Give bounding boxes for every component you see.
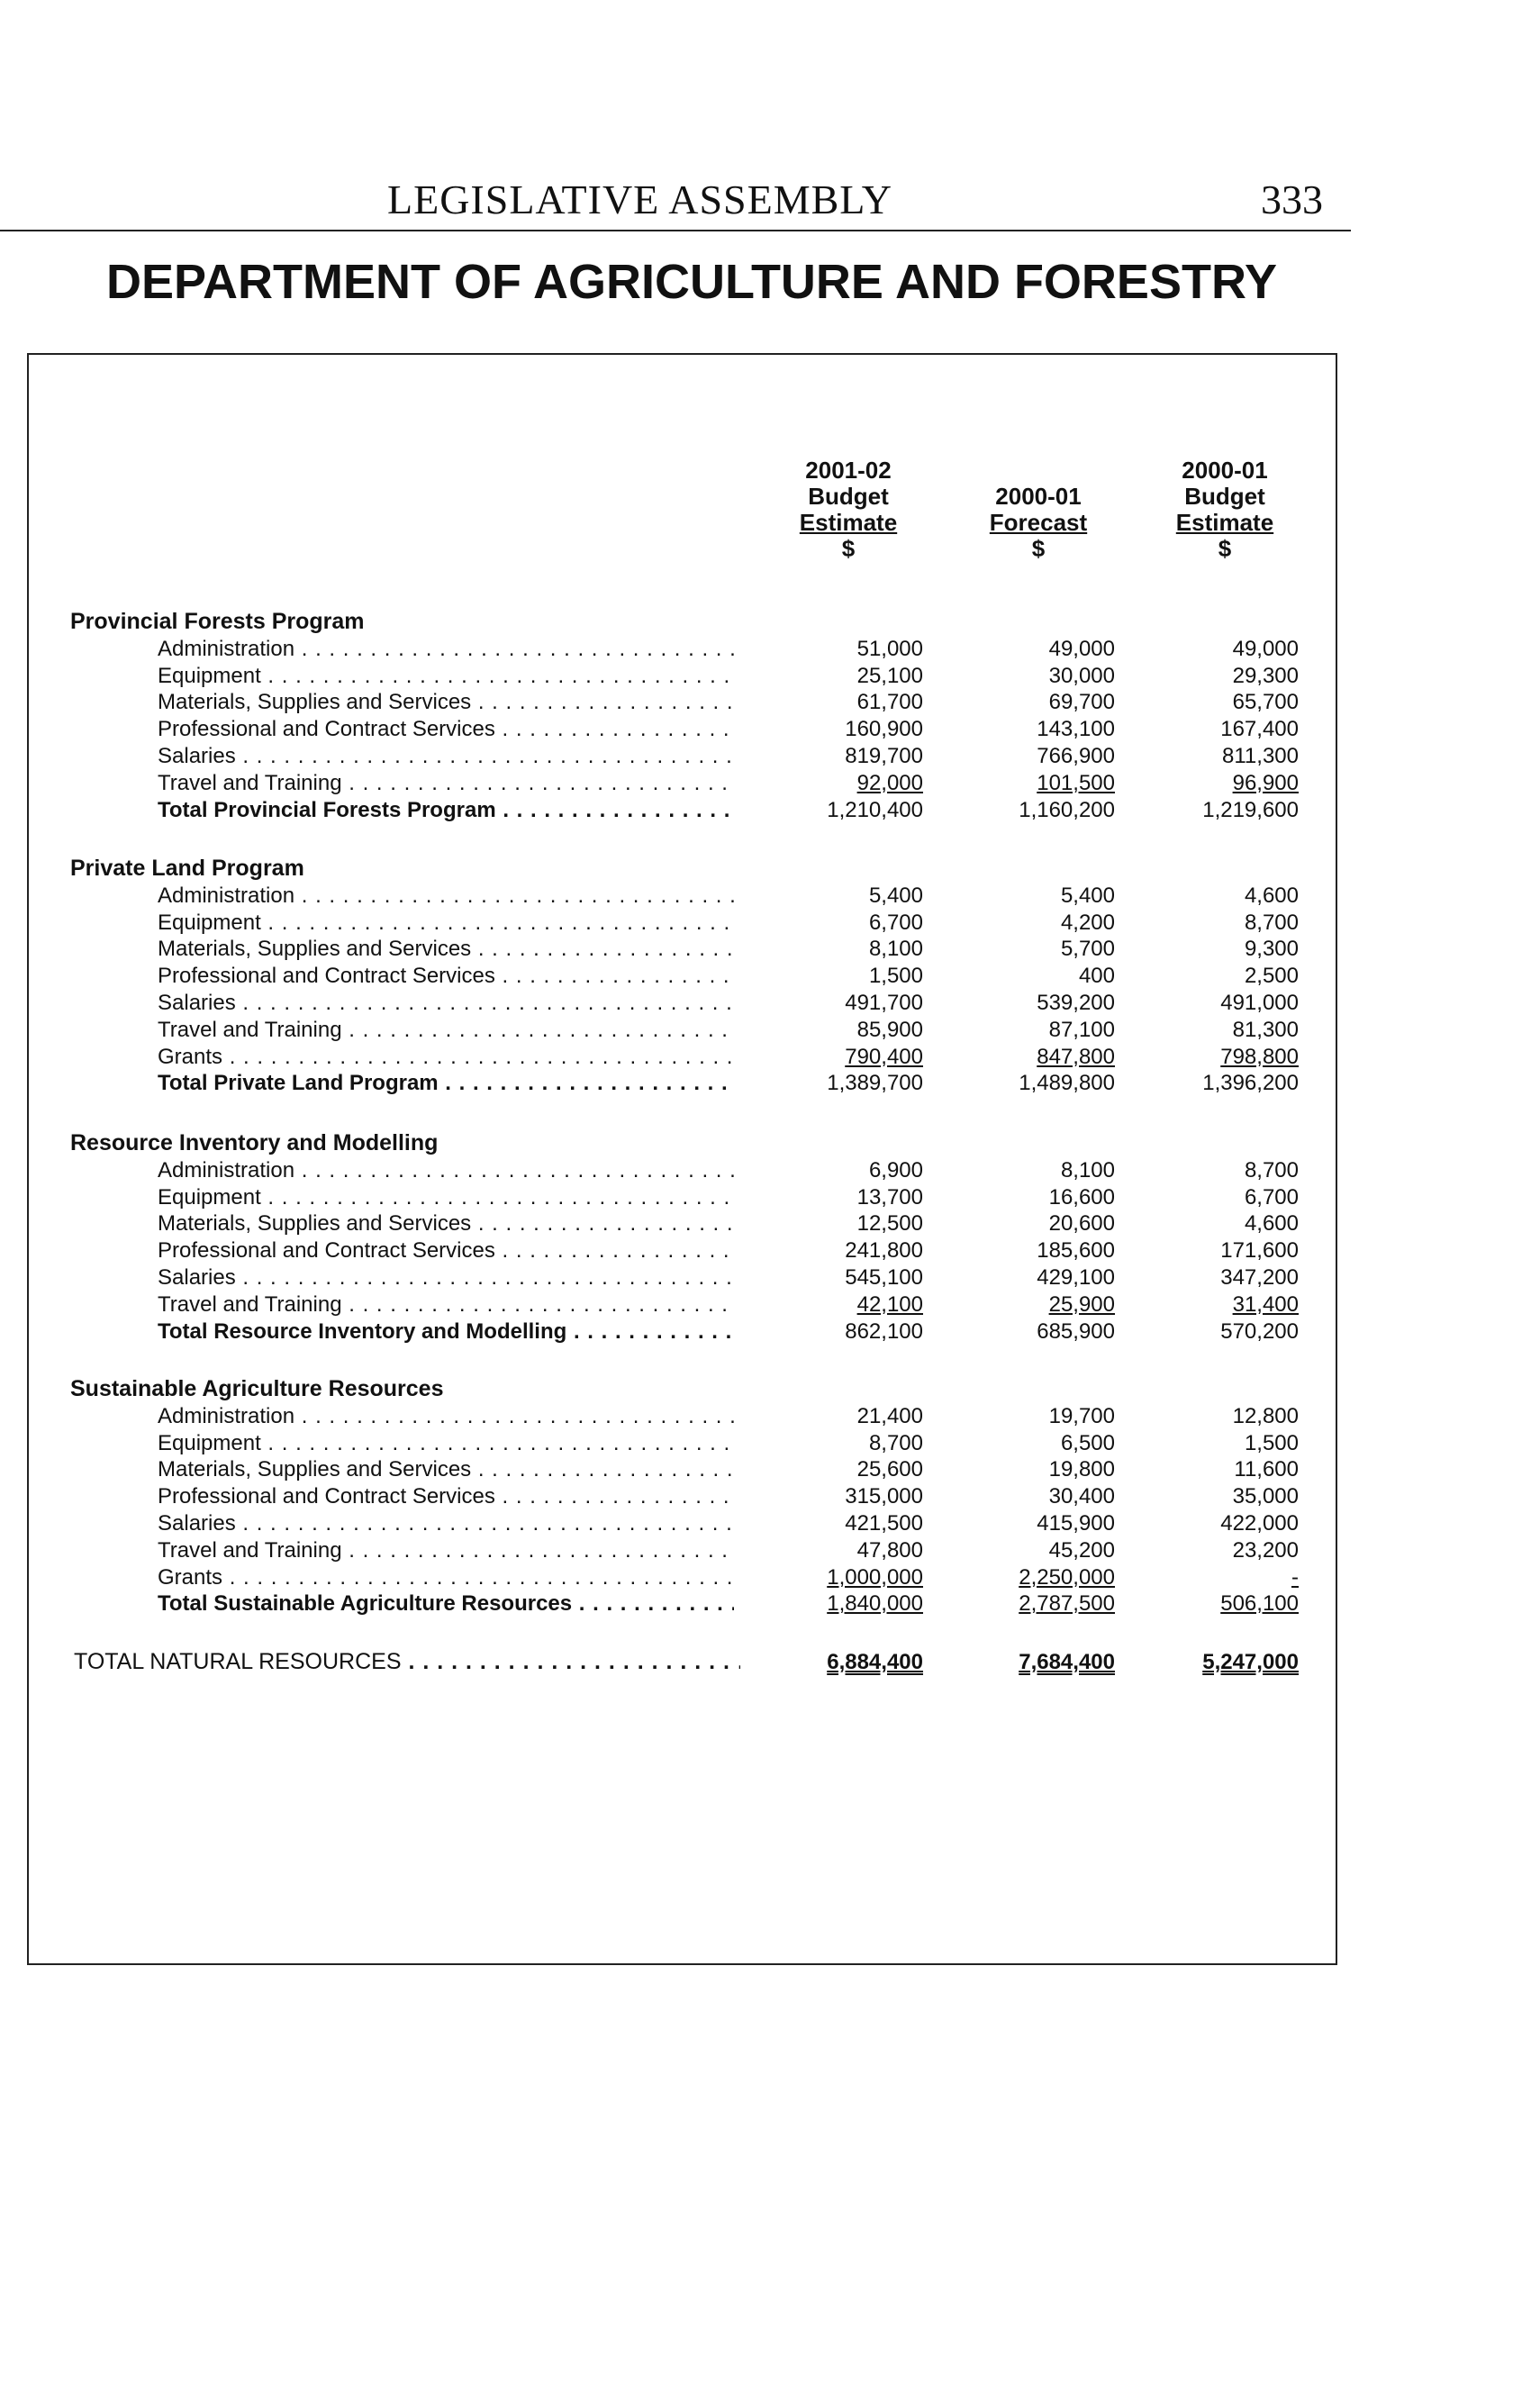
line-item-value: 9,300 xyxy=(1244,937,1299,962)
line-item-value: 6,700 xyxy=(1244,1184,1299,1210)
line-item-value: 798,800 xyxy=(1220,1044,1299,1069)
line-item-value: 422,000 xyxy=(1220,1511,1299,1536)
line-item-value: 8,100 xyxy=(1060,1157,1115,1182)
line-item-label: Equipment . . . xyxy=(158,1430,734,1456)
line-item-value: 69,700 xyxy=(1048,690,1115,715)
line-item-value: 2,500 xyxy=(1244,964,1299,989)
column-header-2000-01-budget: 2000-01 Budget Estimate $ xyxy=(1175,457,1274,562)
line-item-value: 12,800 xyxy=(1232,1403,1299,1428)
section-total-value: 2,787,500 xyxy=(1019,1591,1115,1617)
line-item-value: 35,000 xyxy=(1232,1484,1299,1509)
section-total-value: 1,396,200 xyxy=(1202,1071,1299,1096)
line-item-value: 47,800 xyxy=(856,1537,923,1563)
line-item-value: 19,800 xyxy=(1048,1457,1115,1482)
line-item-label: Administration . . . xyxy=(158,1403,734,1429)
line-item-label: Administration . . . xyxy=(158,1157,734,1183)
section-total-value: 506,100 xyxy=(1220,1591,1299,1617)
line-item-value: 21,400 xyxy=(856,1403,923,1428)
line-item-label: Salaries . . . xyxy=(158,990,734,1016)
line-item-value: 49,000 xyxy=(1048,636,1115,661)
line-item-value: 539,200 xyxy=(1037,991,1115,1015)
line-item-label: Professional and Contract Services . . . xyxy=(158,716,734,742)
line-item-value: 400 xyxy=(1078,964,1115,989)
line-item-value: 4,200 xyxy=(1060,910,1115,935)
line-item-value: 429,100 xyxy=(1037,1265,1115,1290)
line-item-value: 25,600 xyxy=(856,1457,923,1482)
section-total-label: Total Resource Inventory and Modelling . . . xyxy=(158,1318,734,1345)
line-item-label: Materials, Supplies and Services . . . xyxy=(158,1210,734,1237)
line-item-value: 61,700 xyxy=(856,690,923,715)
section-total-value: 1,389,700 xyxy=(827,1071,923,1096)
line-item-value: 25,900 xyxy=(1048,1291,1115,1317)
line-item-label: Salaries . . . xyxy=(158,1264,734,1291)
line-item-value: 85,900 xyxy=(856,1017,923,1042)
section-total-value: 1,160,200 xyxy=(1019,797,1115,822)
line-item-value: 20,600 xyxy=(1048,1211,1115,1237)
line-item-value: 421,500 xyxy=(845,1511,923,1536)
line-item-value: 5,700 xyxy=(1060,937,1115,962)
line-item-value: 81,300 xyxy=(1232,1017,1299,1042)
section-total-value: 1,210,400 xyxy=(827,797,923,822)
page-number: 333 xyxy=(1261,177,1323,222)
section-title: Private Land Program xyxy=(70,856,304,881)
line-item-value: 4,600 xyxy=(1244,883,1299,908)
line-item-label: Grants . . . xyxy=(158,1564,734,1590)
line-item-value: 49,000 xyxy=(1232,636,1299,661)
line-item-value: 241,800 xyxy=(845,1238,923,1264)
line-item-value: 87,100 xyxy=(1048,1017,1115,1042)
line-item-label: Grants . . . xyxy=(158,1044,734,1070)
line-item-value: 185,600 xyxy=(1037,1238,1115,1264)
line-item-value: 13,700 xyxy=(856,1184,923,1210)
line-item-value: 171,600 xyxy=(1220,1238,1299,1264)
line-item-value: 766,900 xyxy=(1037,744,1115,768)
line-item-value: 491,000 xyxy=(1220,991,1299,1015)
line-item-label: Professional and Contract Services . . . xyxy=(158,1483,734,1509)
section-total-value: 1,840,000 xyxy=(827,1591,923,1617)
page-header xyxy=(0,176,1351,231)
line-item-value: 847,800 xyxy=(1037,1044,1115,1069)
line-item-value: 5,400 xyxy=(868,883,923,908)
line-item-value: 347,200 xyxy=(1220,1265,1299,1290)
line-item-value: 25,100 xyxy=(856,663,923,688)
line-item-value: 51,000 xyxy=(856,636,923,661)
line-item-value: 16,600 xyxy=(1048,1184,1115,1210)
column-header-2001-02-budget: 2001-02 Budget Estimate $ xyxy=(799,457,898,562)
line-item-value: 12,500 xyxy=(856,1211,923,1237)
assembly-title: LEGISLATIVE ASSEMBLY xyxy=(387,177,893,222)
line-item-label: Professional and Contract Services . . . xyxy=(158,963,734,989)
line-item-value: 30,000 xyxy=(1048,663,1115,688)
line-item-value: - xyxy=(1291,1564,1299,1590)
line-item-value: 415,900 xyxy=(1037,1511,1115,1536)
section-total-value: 685,900 xyxy=(1037,1318,1115,1344)
line-item-label: Salaries . . . xyxy=(158,743,734,769)
line-item-value: 8,700 xyxy=(868,1430,923,1455)
column-header-2000-01-forecast: 2000-01 Forecast $ xyxy=(989,483,1088,562)
grand-total-value: 5,247,000 xyxy=(1202,1650,1299,1674)
line-item-label: Travel and Training . . . xyxy=(158,770,734,796)
section-title: Provincial Forests Program xyxy=(70,609,365,634)
section-total-value: 862,100 xyxy=(845,1318,923,1344)
line-item-label: Materials, Supplies and Services . . . xyxy=(158,1456,734,1482)
line-item-value: 1,000,000 xyxy=(827,1564,923,1590)
section-total-value: 1,219,600 xyxy=(1202,797,1299,822)
line-item-value: 92,000 xyxy=(856,770,923,795)
line-item-value: 23,200 xyxy=(1232,1537,1299,1563)
line-item-value: 6,500 xyxy=(1060,1430,1115,1455)
section-total-value: 570,200 xyxy=(1220,1318,1299,1344)
line-item-value: 315,000 xyxy=(845,1484,923,1509)
line-item-label: Travel and Training . . . xyxy=(158,1291,734,1318)
line-item-label: Materials, Supplies and Services . . . xyxy=(158,936,734,962)
line-item-value: 8,100 xyxy=(868,937,923,962)
line-item-value: 42,100 xyxy=(856,1291,923,1317)
line-item-value: 65,700 xyxy=(1232,690,1299,715)
section-total-label: Total Provincial Forests Program . . . xyxy=(158,797,734,823)
line-item-value: 31,400 xyxy=(1232,1291,1299,1317)
line-item-value: 8,700 xyxy=(1244,910,1299,935)
line-item-value: 819,700 xyxy=(845,744,923,768)
line-item-value: 45,200 xyxy=(1048,1537,1115,1563)
line-item-value: 1,500 xyxy=(1244,1430,1299,1455)
line-item-value: 96,900 xyxy=(1232,770,1299,795)
line-item-value: 6,900 xyxy=(868,1157,923,1182)
grand-total-value: 6,884,400 xyxy=(827,1650,923,1674)
section-total-label: Total Private Land Program . . . xyxy=(158,1070,734,1096)
line-item-value: 790,400 xyxy=(845,1044,923,1069)
line-item-value: 6,700 xyxy=(868,910,923,935)
section-total-label: Total Sustainable Agriculture Resources . . . xyxy=(158,1590,734,1617)
line-item-value: 2,250,000 xyxy=(1019,1564,1115,1590)
line-item-label: Professional and Contract Services . . . xyxy=(158,1237,734,1264)
line-item-label: Equipment . . . xyxy=(158,910,734,936)
line-item-label: Administration . . . xyxy=(158,636,734,662)
line-item-value: 491,700 xyxy=(845,991,923,1015)
section-title: Sustainable Agriculture Resources xyxy=(70,1376,444,1401)
grand-total-label: TOTAL NATURAL RESOURCES . . . xyxy=(74,1649,740,1675)
section-title: Resource Inventory and Modelling xyxy=(70,1130,439,1155)
line-item-value: 143,100 xyxy=(1037,717,1115,742)
line-item-value: 30,400 xyxy=(1048,1484,1115,1509)
line-item-value: 5,400 xyxy=(1060,883,1115,908)
line-item-value: 545,100 xyxy=(845,1265,923,1290)
section-total-value: 1,489,800 xyxy=(1019,1071,1115,1096)
line-item-value: 1,500 xyxy=(868,964,923,989)
line-item-value: 101,500 xyxy=(1037,770,1115,795)
line-item-value: 4,600 xyxy=(1244,1211,1299,1237)
line-item-label: Equipment . . . xyxy=(158,1184,734,1210)
line-item-value: 811,300 xyxy=(1222,744,1299,768)
line-item-label: Travel and Training . . . xyxy=(158,1017,734,1043)
line-item-value: 19,700 xyxy=(1048,1403,1115,1428)
line-item-value: 11,600 xyxy=(1234,1457,1299,1482)
grand-total-value: 7,684,400 xyxy=(1019,1650,1115,1674)
line-item-label: Administration . . . xyxy=(158,883,734,909)
line-item-value: 167,400 xyxy=(1220,717,1299,742)
line-item-value: 8,700 xyxy=(1244,1157,1299,1182)
line-item-label: Materials, Supplies and Services . . . xyxy=(158,689,734,715)
line-item-value: 29,300 xyxy=(1232,663,1299,688)
line-item-label: Travel and Training . . . xyxy=(158,1537,734,1563)
department-title: DEPARTMENT OF AGRICULTURE AND FORESTRY xyxy=(106,255,1277,309)
line-item-label: Equipment . . . xyxy=(158,663,734,689)
line-item-label: Salaries . . . xyxy=(158,1510,734,1536)
line-item-value: 160,900 xyxy=(845,717,923,742)
